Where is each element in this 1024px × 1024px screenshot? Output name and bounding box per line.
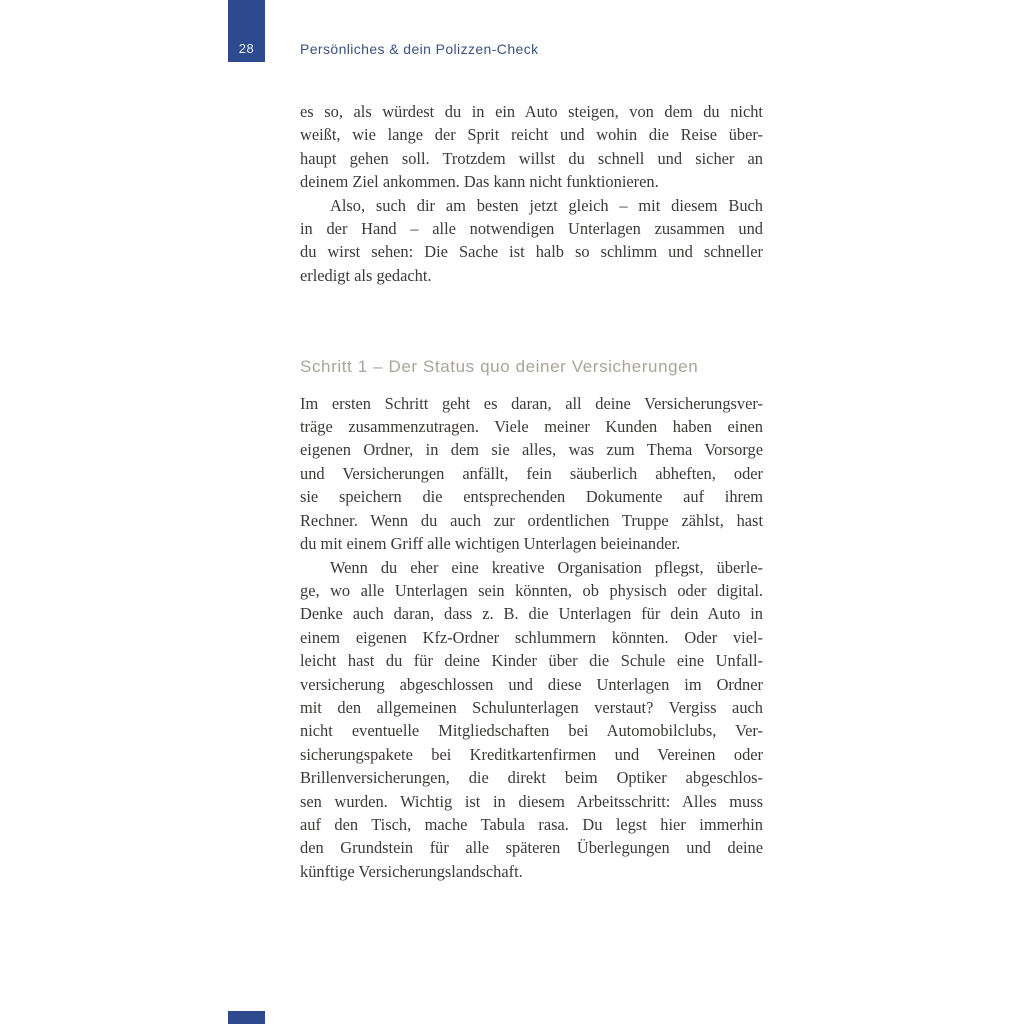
- page-number: 28: [238, 41, 255, 56]
- text-line: Wenn du eher eine kreative Organisation pflegst, überle-: [330, 557, 763, 577]
- body-paragraph: [300, 100, 763, 194]
- text-line: leicht hast du für deine Kinder über die Schule eine Unfall-: [300, 651, 763, 671]
- text-line: es so, als würdest du in ein Auto steigen, von dem du nicht: [300, 102, 763, 121]
- text-line: in der Hand – alle notwendigen Unterlagen zusammen und: [300, 219, 763, 239]
- page-number-tab: [228, 0, 265, 62]
- text-line: eigenen Ordner, in dem sie alles, was zum Thema Vorsorge: [300, 440, 763, 460]
- text-line: du wirst sehen: Die Sache ist halb so schlimm und schneller: [300, 242, 763, 262]
- text-line: Brillenversicherungen, die direkt beim Optiker abgeschlos-: [300, 768, 763, 788]
- text-line: Also, such dir am besten jetzt gleich – mit diesem Buch: [330, 195, 763, 215]
- text-line: träge zusammenzutragen. Viele meiner Kunden haben einen: [300, 417, 763, 437]
- text-line: Rechner. Wenn du auch zur ordentlichen Truppe zählst, hast: [300, 510, 763, 530]
- text-line: erledigt als gedacht.: [300, 265, 432, 285]
- chapter-header: Persönliches & dein Polizzen-Check: [300, 41, 539, 57]
- text-line: und Versicherungen anfällt, fein säuberlich abheften, oder: [300, 463, 763, 483]
- text-line: ge, wo alle Unterlagen sein könnten, ob physisch oder digital.: [300, 580, 763, 600]
- text-line: nicht eventuelle Mitgliedschaften bei Automobilclubs, Ver-: [300, 721, 763, 741]
- text-line: sie speichern die entsprechenden Dokumente auf ihrem: [300, 487, 763, 507]
- text-line: Im ersten Schritt geht es daran, all deine Versicherungsver-: [300, 393, 763, 413]
- body-paragraph: [300, 392, 763, 556]
- section-heading: Schritt 1 – Der Status quo deiner Versicherungen: [300, 357, 699, 377]
- page-content: [300, 100, 763, 883]
- text-line: du mit einem Griff alle wichtigen Unterlagen beieinander.: [300, 534, 681, 554]
- text-line: Denke auch daran, dass z. B. die Unterlagen für dein Auto in: [300, 604, 763, 624]
- text-line: auf den Tisch, mache Tabula rasa. Du legst hier immerhin: [300, 814, 763, 834]
- text-line: haupt gehen soll. Trotzdem willst du schnell und sicher an: [300, 148, 763, 168]
- body-paragraph: [300, 194, 763, 288]
- text-line: mit den allgemeinen Schulunterlagen verstaut? Vergiss auch: [300, 697, 763, 717]
- text-line: einem eigenen Kfz-Ordner schlummern könnten. Oder viel-: [300, 627, 763, 647]
- body-paragraph: [300, 556, 763, 884]
- text-line: versicherung abgeschlossen und diese Unterlagen im Ordner: [300, 674, 763, 694]
- next-page-tab: [228, 1011, 265, 1024]
- text-line: sen wurden. Wichtig ist in diesem Arbeitsschritt: Alles muss: [300, 791, 763, 811]
- text-line: künftige Versicherungslandschaft.: [300, 861, 523, 881]
- text-line: sicherungspakete bei Kreditkartenfirmen und Vereinen oder: [300, 744, 763, 764]
- text-line: deinem Ziel ankommen. Das kann nicht funktionieren.: [300, 172, 659, 192]
- text-line: den Grundstein für alle späteren Überlegungen und deine: [300, 838, 763, 858]
- text-line: weißt, wie lange der Sprit reicht und wohin die Reise über-: [300, 125, 763, 145]
